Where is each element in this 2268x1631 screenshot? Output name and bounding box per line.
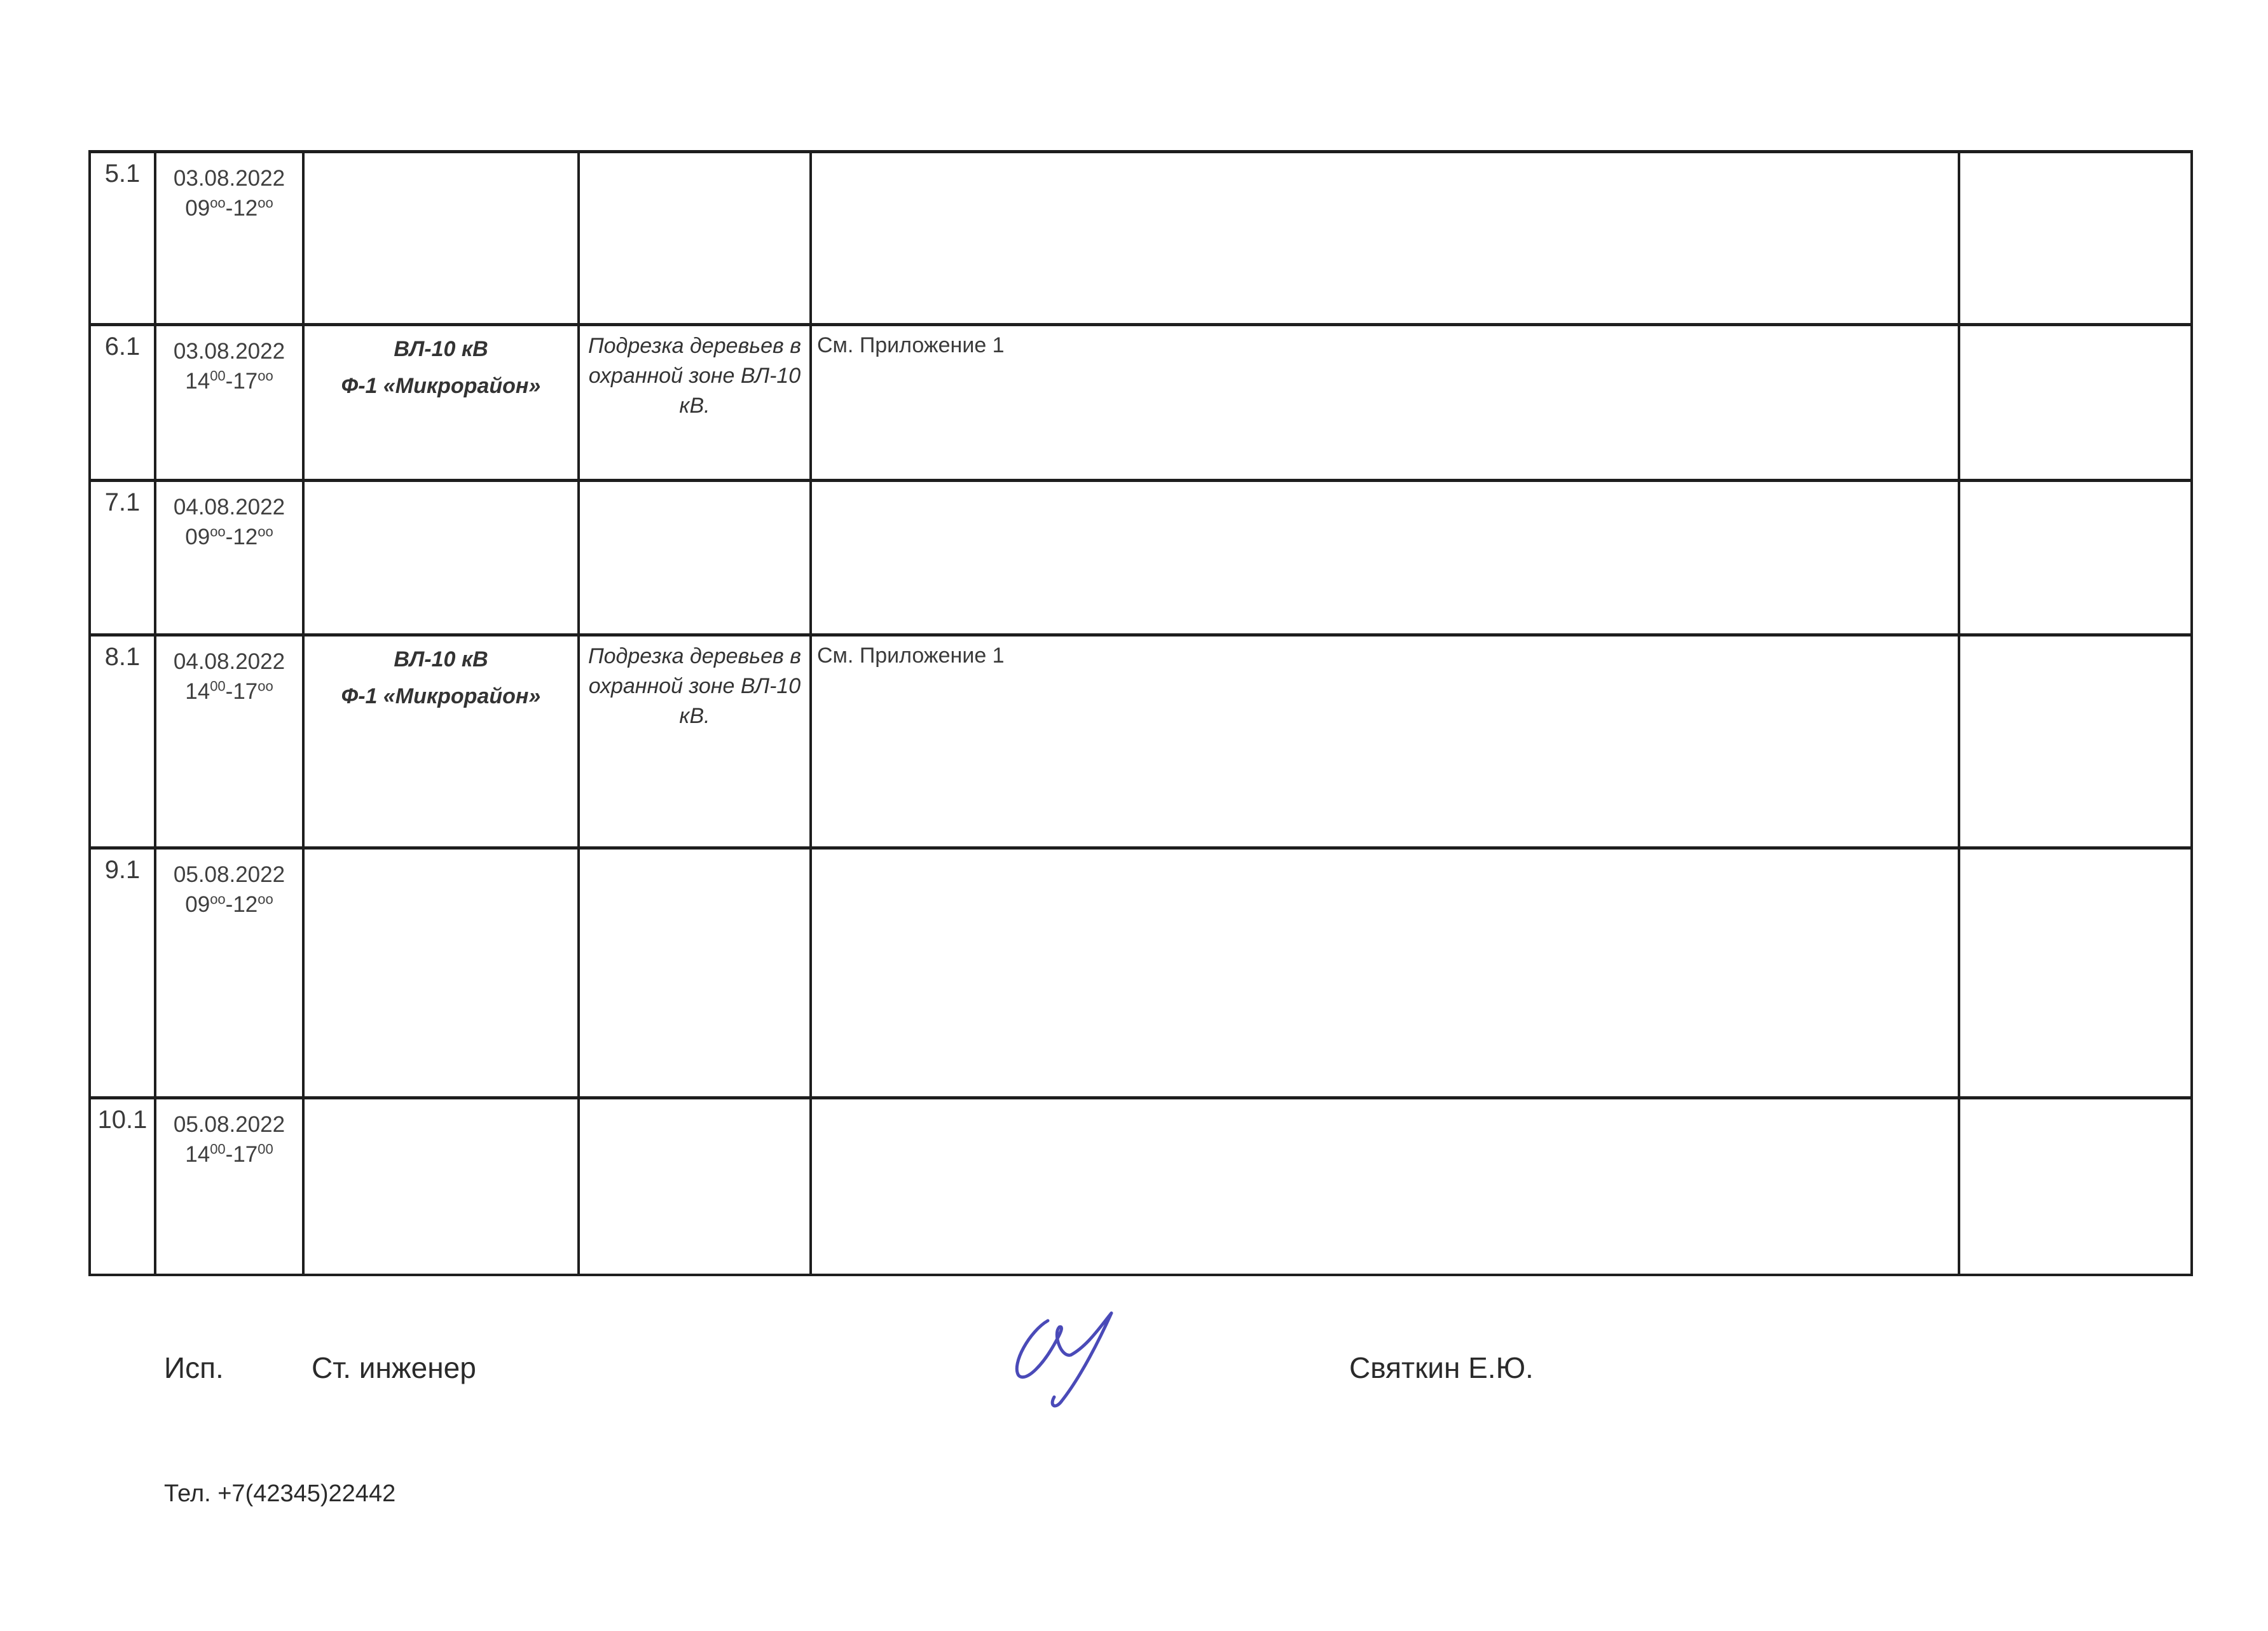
extra-cell xyxy=(1959,1098,2192,1275)
table-row xyxy=(90,152,2192,325)
executor-label: Исп. xyxy=(164,1351,224,1384)
executor-position: Ст. инженер xyxy=(312,1351,476,1384)
phone-number: Тел. +7(42345)22442 xyxy=(164,1480,396,1507)
power-line-cell: ВЛ-10 кВ Ф-1 «Микрорайон» xyxy=(303,635,579,848)
row-number-cell xyxy=(90,325,155,481)
power-line-cell xyxy=(303,152,579,325)
power-line-cell xyxy=(303,848,579,1098)
row-number: 10.1 xyxy=(97,1106,148,1134)
extra-cell xyxy=(1959,152,2192,325)
extra-cell xyxy=(1959,848,2192,1098)
work-type-cell: Подрезка деревьев в охранной зоне ВЛ-10 кВ. xyxy=(579,635,811,848)
row-date: 04.08.2022 xyxy=(173,649,285,674)
row-number: 6.1 xyxy=(104,333,141,361)
schedule-table xyxy=(88,150,2193,1276)
address-cell xyxy=(811,848,1959,1098)
date-cell: 03.08.2022 $14^{00}-17^{оо}$ xyxy=(155,325,303,481)
row-date: 04.08.2022 xyxy=(173,495,285,520)
signature-stroke xyxy=(1017,1313,1111,1406)
work-type-cell: Подрезка деревьев в охранной зоне ВЛ-10 кВ. xyxy=(579,325,811,481)
row-number: 9.1 xyxy=(104,856,141,884)
power-line-cell: ВЛ-10 кВ Ф-1 «Микрорайон» xyxy=(303,325,579,481)
signature-image xyxy=(1005,1294,1151,1415)
address-cell xyxy=(811,152,1959,325)
extra-cell xyxy=(1959,481,2192,635)
date-cell: 04.08.2022 $09^{оо}-12^{оо}$ xyxy=(155,481,303,635)
row-number-cell xyxy=(90,152,155,325)
row-date: 03.08.2022 xyxy=(173,339,285,364)
address-cell: См. Приложение 1 xyxy=(811,325,1959,481)
address-cell xyxy=(811,1098,1959,1275)
row-number-cell xyxy=(90,1098,155,1275)
date-cell: 05.08.2022 $14^{00}-17^{00}$ xyxy=(155,1098,303,1275)
row-date: 05.08.2022 xyxy=(173,1112,285,1137)
work-type-cell xyxy=(579,848,811,1098)
work-type-cell xyxy=(579,481,811,635)
date-cell: 04.08.2022 $14^{00}-17^{оо}$ xyxy=(155,635,303,848)
table-row xyxy=(90,481,2192,635)
table-row xyxy=(90,848,2192,1098)
table-row xyxy=(90,1098,2192,1275)
work-type-cell xyxy=(579,1098,811,1275)
power-line-cell xyxy=(303,481,579,635)
row-number-cell xyxy=(90,635,155,848)
table-row xyxy=(90,325,2192,481)
power-line-cell xyxy=(303,1098,579,1275)
date-cell: 05.08.2022 $09^{оо}-12^{оо}$ xyxy=(155,848,303,1098)
extra-cell xyxy=(1959,635,2192,848)
executor-name: Святкин Е.Ю. xyxy=(1349,1351,1534,1384)
date-cell: 03.08.2022 $09^{оо}-12^{оо}$ xyxy=(155,152,303,325)
row-date: 05.08.2022 xyxy=(173,862,285,887)
address-cell xyxy=(811,481,1959,635)
row-number-cell xyxy=(90,848,155,1098)
row-number: 5.1 xyxy=(104,160,141,188)
row-date: 03.08.2022 xyxy=(173,166,285,191)
table-row xyxy=(90,635,2192,848)
row-number: 8.1 xyxy=(104,643,141,671)
row-number: 7.1 xyxy=(104,488,141,516)
row-number-cell xyxy=(90,481,155,635)
work-type-cell xyxy=(579,152,811,325)
extra-cell xyxy=(1959,325,2192,481)
address-cell: См. Приложение 1 xyxy=(811,635,1959,848)
